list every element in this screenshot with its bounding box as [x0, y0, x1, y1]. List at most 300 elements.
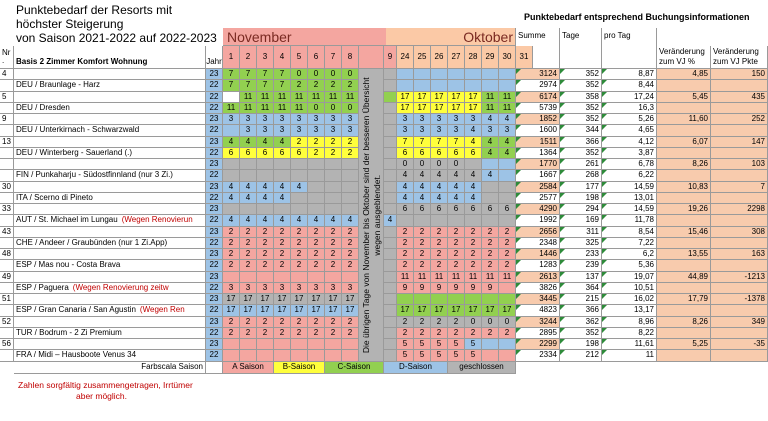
header-pro-tag: pro Tag — [602, 28, 657, 69]
day-header: 28 — [465, 46, 482, 69]
day-cell — [384, 114, 397, 125]
day-cell: 2 — [397, 249, 414, 260]
resort-nr — [0, 159, 14, 170]
header-ver-pkte: Veränderung zum VJ Pkte — [711, 46, 768, 69]
day-cell — [291, 170, 308, 181]
pro-tag-cell: 10,51 — [602, 283, 657, 294]
day-cell: 9 — [431, 283, 448, 294]
day-cell — [384, 249, 397, 260]
day-cell — [499, 170, 516, 181]
footnote: aber möglich. — [76, 390, 128, 401]
day-cell: 11 — [397, 272, 414, 283]
jahr-cell: 23 — [206, 227, 223, 238]
day-cell — [384, 69, 397, 80]
day-cell: 6 — [499, 204, 516, 215]
pro-tag-cell: 16,3 — [602, 103, 657, 114]
day-cell: 6 — [448, 204, 465, 215]
resort-name-label: CHE / Andeer / Graubünden (nur 1 Zi.App) — [16, 237, 168, 247]
day-cell — [291, 159, 308, 170]
day-cell: 4 — [448, 193, 465, 204]
day-cell: 2 — [308, 137, 325, 148]
day-header: 3 — [257, 46, 274, 69]
resort-name-top — [14, 159, 206, 170]
day-cell: 3 — [342, 114, 359, 125]
header-summe: Summe — [516, 28, 560, 69]
summe-cell: 1283 — [516, 260, 560, 271]
resort-name-label: AUT / St. Michael im Lungau — [16, 215, 118, 225]
ver-pct-blank — [657, 103, 711, 114]
day-cell: 4 — [240, 193, 257, 204]
resort-name-label: DEU / Dresden — [16, 102, 70, 112]
ver-pkte-cell: 252 — [711, 114, 768, 125]
day-cell: 3 — [240, 283, 257, 294]
day-cell — [482, 69, 499, 80]
tage-cell: 352 — [560, 80, 602, 91]
tage-cell: 344 — [560, 125, 602, 136]
pro-tag-cell: 14,59 — [602, 182, 657, 193]
resort-nr: 30 — [0, 182, 14, 193]
day-cell — [257, 170, 274, 181]
ver-pct-cell: 19,26 — [657, 204, 711, 215]
day-cell: 9 — [448, 283, 465, 294]
resort-note: (Wegen Renovierun — [121, 215, 193, 225]
day-cell: 2 — [414, 317, 431, 328]
day-cell: 0 — [342, 103, 359, 114]
resort-name-top — [14, 249, 206, 260]
day-cell — [499, 283, 516, 294]
day-cell: 2 — [342, 328, 359, 339]
tage-cell: 215 — [560, 294, 602, 305]
day-cell — [325, 272, 342, 283]
day-cell — [465, 215, 482, 226]
day-cell — [274, 272, 291, 283]
day-cell — [325, 339, 342, 350]
jahr-cell: 22 — [206, 103, 223, 114]
day-cell: 17 — [414, 103, 431, 114]
day-cell — [448, 80, 465, 91]
resort-nr-blank — [0, 328, 14, 339]
day-cell — [431, 294, 448, 305]
day-cell — [482, 182, 499, 193]
day-cell: 4 — [223, 137, 240, 148]
jahr-cell: 22 — [206, 328, 223, 339]
ver-pct-cell: 6,07 — [657, 137, 711, 148]
legend-b-season: B-Saison — [274, 362, 325, 374]
resort-nr-blank — [0, 350, 14, 361]
summe-cell: 3445 — [516, 294, 560, 305]
day-cell: 11 — [499, 103, 516, 114]
day-cell: 3 — [240, 125, 257, 136]
resort-name-top — [14, 204, 206, 215]
pro-tag-cell: 13,17 — [602, 305, 657, 316]
day-cell: 2 — [482, 249, 499, 260]
day-cell: 4 — [397, 182, 414, 193]
day-cell: 4 — [240, 137, 257, 148]
day-cell: 7 — [274, 69, 291, 80]
resort-nr: 43 — [0, 227, 14, 238]
day-cell: 4 — [482, 148, 499, 159]
day-cell: 3 — [274, 114, 291, 125]
day-cell — [308, 182, 325, 193]
day-cell: 17 — [257, 294, 274, 305]
day-cell: 17 — [240, 294, 257, 305]
day-cell: 3 — [397, 114, 414, 125]
day-cell: 3 — [274, 125, 291, 136]
day-cell: 3 — [291, 125, 308, 136]
day-cell — [465, 69, 482, 80]
day-cell: 3 — [308, 283, 325, 294]
day-cell: 17 — [465, 92, 482, 103]
day-cell: 6 — [274, 148, 291, 159]
resort-name-label: DEU / Unterkirnach - Schwarzwald — [16, 125, 140, 135]
resort-nr: 52 — [0, 317, 14, 328]
ver-pct-cell: 17,79 — [657, 294, 711, 305]
day-cell: 17 — [223, 294, 240, 305]
day-cell: 5 — [448, 339, 465, 350]
resort-nr: 33 — [0, 204, 14, 215]
tage-cell: 198 — [560, 193, 602, 204]
header-jahr: Jahr — [206, 46, 223, 69]
resort-nr-blank — [0, 283, 14, 294]
pro-tag-cell: 3,87 — [602, 148, 657, 159]
day-cell: 11 — [257, 103, 274, 114]
day-cell: 4 — [414, 182, 431, 193]
ver-pkte-blank — [711, 170, 768, 181]
day-cell — [274, 159, 291, 170]
day-cell: 2 — [274, 328, 291, 339]
day-cell — [384, 103, 397, 114]
day-cell: 2 — [308, 328, 325, 339]
jahr-cell: 23 — [206, 159, 223, 170]
day-cell: 5 — [397, 339, 414, 350]
day-cell: 11 — [240, 103, 257, 114]
day-cell — [431, 80, 448, 91]
resort-name-label: DEU / Winterberg - Sauerland (.) — [16, 147, 133, 157]
summe-cell: 2584 — [516, 182, 560, 193]
page-title: höchster Steigerung — [16, 17, 124, 31]
day-cell — [384, 294, 397, 305]
resort-nr: 49 — [0, 272, 14, 283]
day-cell: 4 — [499, 114, 516, 125]
day-header: 4 — [274, 46, 291, 69]
resort-nr: 9 — [0, 114, 14, 125]
resort-nr-blank — [0, 148, 14, 159]
ver-pct-blank — [657, 238, 711, 249]
day-cell: 2 — [465, 328, 482, 339]
day-cell — [308, 204, 325, 215]
day-cell: 4 — [240, 182, 257, 193]
resort-name-label: ESP / Gran Canaria / San Agustin — [16, 305, 136, 315]
day-cell: 4 — [414, 170, 431, 181]
pro-tag-cell: 6,22 — [602, 170, 657, 181]
day-cell: 0 — [308, 69, 325, 80]
resort-name — [14, 193, 206, 204]
day-cell: 6 — [257, 148, 274, 159]
day-cell: 3 — [223, 283, 240, 294]
day-cell — [223, 272, 240, 283]
header-ver-pct: Veränderung zum VJ % — [657, 46, 711, 69]
day-cell: 2 — [325, 137, 342, 148]
day-cell: 7 — [414, 137, 431, 148]
day-cell — [384, 317, 397, 328]
day-cell: 3 — [414, 125, 431, 136]
day-cell: 2 — [308, 317, 325, 328]
legend-closed: geschlossen — [448, 362, 516, 374]
day-cell — [240, 159, 257, 170]
day-cell — [240, 339, 257, 350]
ver-pkte-blank — [711, 328, 768, 339]
resort-name — [14, 215, 206, 226]
day-cell: 2 — [325, 249, 342, 260]
ver-pct-cell: 11,60 — [657, 114, 711, 125]
pro-tag-cell: 8,22 — [602, 328, 657, 339]
day-cell: 4 — [499, 148, 516, 159]
day-cell: 2 — [223, 328, 240, 339]
day-cell — [482, 294, 499, 305]
day-cell — [223, 204, 240, 215]
resort-name-label: DEU / Braunlage - Harz — [16, 80, 101, 90]
day-cell — [384, 204, 397, 215]
day-cell: 17 — [431, 92, 448, 103]
day-cell — [482, 193, 499, 204]
day-cell — [325, 182, 342, 193]
day-cell: 17 — [414, 305, 431, 316]
jahr-cell: 23 — [206, 294, 223, 305]
day-cell: 4 — [431, 170, 448, 181]
jahr-cell: 23 — [206, 137, 223, 148]
day-cell: 2 — [397, 238, 414, 249]
day-cell: 4 — [465, 170, 482, 181]
resort-nr-blank — [0, 215, 14, 226]
day-cell: 17 — [240, 305, 257, 316]
pro-tag-cell: 7,22 — [602, 238, 657, 249]
day-cell: 4 — [482, 170, 499, 181]
pro-tag-cell: 8,54 — [602, 227, 657, 238]
tage-cell: 137 — [560, 272, 602, 283]
pro-tag-cell: 5,36 — [602, 260, 657, 271]
day-cell — [257, 204, 274, 215]
day-cell — [414, 215, 431, 226]
day-cell: 17 — [448, 305, 465, 316]
day-cell — [499, 294, 516, 305]
day-cell: 7 — [240, 80, 257, 91]
resort-name-top — [14, 317, 206, 328]
resort-name-label: TUR / Bodrum - 2 Zi Premium — [16, 327, 122, 337]
pro-tag-cell: 17,24 — [602, 92, 657, 103]
summe-cell: 2299 — [516, 339, 560, 350]
day-cell — [482, 350, 499, 361]
day-cell — [414, 69, 431, 80]
day-cell: 2 — [448, 317, 465, 328]
day-cell — [384, 182, 397, 193]
day-header: 6 — [308, 46, 325, 69]
pro-tag-cell: 11 — [602, 350, 657, 361]
resort-name-top — [14, 69, 206, 80]
day-cell: 4 — [431, 182, 448, 193]
day-cell: 11 — [308, 92, 325, 103]
day-cell: 6 — [465, 204, 482, 215]
day-cell: 7 — [397, 137, 414, 148]
resort-nr-blank — [0, 125, 14, 136]
ver-pct-cell: 44,89 — [657, 272, 711, 283]
day-cell — [308, 272, 325, 283]
day-cell: 2 — [240, 249, 257, 260]
tage-cell: 364 — [560, 283, 602, 294]
day-header: 1 — [223, 46, 240, 69]
day-cell: 2 — [308, 80, 325, 91]
ver-pct-cell: 5,25 — [657, 339, 711, 350]
day-cell — [325, 159, 342, 170]
day-cell: 11 — [325, 92, 342, 103]
day-cell — [448, 215, 465, 226]
day-cell: 0 — [482, 317, 499, 328]
day-cell: 2 — [414, 260, 431, 271]
day-cell: 2 — [240, 260, 257, 271]
day-cell: 5 — [431, 339, 448, 350]
summe-cell: 2974 — [516, 80, 560, 91]
day-cell — [465, 159, 482, 170]
day-cell: 6 — [448, 148, 465, 159]
pro-tag-cell: 11,61 — [602, 339, 657, 350]
jahr-cell: 22 — [206, 305, 223, 316]
day-cell — [240, 204, 257, 215]
day-cell: 6 — [414, 204, 431, 215]
summe-cell: 6174 — [516, 92, 560, 103]
pro-tag-cell: 4,12 — [602, 137, 657, 148]
day-cell: 7 — [223, 80, 240, 91]
summe-cell: 1600 — [516, 125, 560, 136]
summe-cell: 1770 — [516, 159, 560, 170]
day-cell: 4 — [465, 125, 482, 136]
ver-pkte-cell: -1213 — [711, 272, 768, 283]
day-cell — [342, 204, 359, 215]
day-cell — [325, 170, 342, 181]
day-cell: 9 — [465, 283, 482, 294]
resort-name — [14, 238, 206, 249]
day-cell: 17 — [397, 305, 414, 316]
note-column — [359, 69, 384, 362]
tage-cell: 362 — [560, 317, 602, 328]
day-cell: 17 — [325, 294, 342, 305]
ver-pct-blank — [657, 350, 711, 361]
day-cell: 2 — [431, 328, 448, 339]
summe-cell: 2334 — [516, 350, 560, 361]
ver-pct-blank — [657, 193, 711, 204]
ver-pct-blank — [657, 215, 711, 226]
day-cell: 2 — [325, 238, 342, 249]
resort-name-top — [14, 92, 206, 103]
resort-name — [14, 148, 206, 159]
day-cell: 3 — [397, 125, 414, 136]
resort-name — [14, 125, 206, 136]
day-cell: 2 — [482, 328, 499, 339]
ver-pkte-blank — [711, 238, 768, 249]
day-cell: 2 — [342, 238, 359, 249]
day-cell: 4 — [482, 137, 499, 148]
resort-name-label: ESP / Mas nou - Costa Brava — [16, 260, 121, 270]
day-cell: 0 — [308, 103, 325, 114]
rotated-note: Die übrigen Tage von November bis Oktober sind der besseren Übersicht wegen ausgeblendet. — [360, 77, 382, 354]
ver-pkte-cell: -35 — [711, 339, 768, 350]
day-cell: 2 — [499, 328, 516, 339]
day-cell — [257, 272, 274, 283]
day-cell — [342, 350, 359, 361]
ver-pct-blank — [657, 283, 711, 294]
day-cell — [482, 215, 499, 226]
day-cell: 3 — [308, 125, 325, 136]
day-cell: 9 — [397, 283, 414, 294]
day-cell — [384, 80, 397, 91]
day-cell: 0 — [325, 103, 342, 114]
resort-name-top — [14, 339, 206, 350]
legend-a-season: A Saison — [223, 362, 274, 374]
day-cell: 2 — [223, 227, 240, 238]
day-cell: 2 — [465, 260, 482, 271]
day-cell: 2 — [325, 317, 342, 328]
day-cell: 3 — [342, 125, 359, 136]
day-cell: 4 — [257, 215, 274, 226]
tage-cell: 358 — [560, 92, 602, 103]
day-cell: 3 — [431, 114, 448, 125]
resort-name — [14, 260, 206, 271]
day-cell: 4 — [223, 182, 240, 193]
day-cell: 11 — [414, 272, 431, 283]
day-cell — [291, 193, 308, 204]
ver-pct-cell: 8,26 — [657, 159, 711, 170]
day-cell: 17 — [223, 305, 240, 316]
day-cell — [384, 193, 397, 204]
summe-cell: 1852 — [516, 114, 560, 125]
resort-name-label: ITA / Scerno di Pineto — [16, 192, 93, 202]
resort-name — [14, 103, 206, 114]
day-cell: 0 — [465, 317, 482, 328]
day-cell: 11 — [223, 103, 240, 114]
day-cell: 2 — [308, 249, 325, 260]
day-cell: 0 — [448, 159, 465, 170]
header-basis: Basis 2 Zimmer Komfort Wohnung — [14, 46, 206, 69]
day-cell — [342, 159, 359, 170]
day-cell: 2 — [414, 238, 431, 249]
day-cell: 2 — [499, 260, 516, 271]
jahr-cell: 23 — [206, 182, 223, 193]
footnote: Zahlen sorgfältig zusammengetragen, Irrtümer — [18, 379, 193, 390]
resort-name-top — [14, 114, 206, 125]
pro-tag-cell: 11,78 — [602, 215, 657, 226]
tage-cell: 261 — [560, 159, 602, 170]
day-cell: 4 — [240, 215, 257, 226]
day-cell — [274, 170, 291, 181]
summe-cell: 3826 — [516, 283, 560, 294]
day-cell: 2 — [414, 227, 431, 238]
day-header: 7 — [325, 46, 342, 69]
day-cell: 7 — [431, 137, 448, 148]
day-cell: 2 — [325, 80, 342, 91]
day-cell — [257, 159, 274, 170]
day-cell: 3 — [448, 125, 465, 136]
day-cell: 2 — [448, 260, 465, 271]
day-cell: 6 — [465, 148, 482, 159]
day-cell: 2 — [291, 238, 308, 249]
day-cell: 2 — [431, 238, 448, 249]
day-cell: 2 — [325, 148, 342, 159]
day-cell: 4 — [499, 137, 516, 148]
day-cell: 2 — [482, 238, 499, 249]
day-cell: 4 — [291, 182, 308, 193]
tage-cell: 233 — [560, 249, 602, 260]
day-cell — [223, 170, 240, 181]
day-cell: 2 — [342, 249, 359, 260]
pro-tag-cell: 8,96 — [602, 317, 657, 328]
